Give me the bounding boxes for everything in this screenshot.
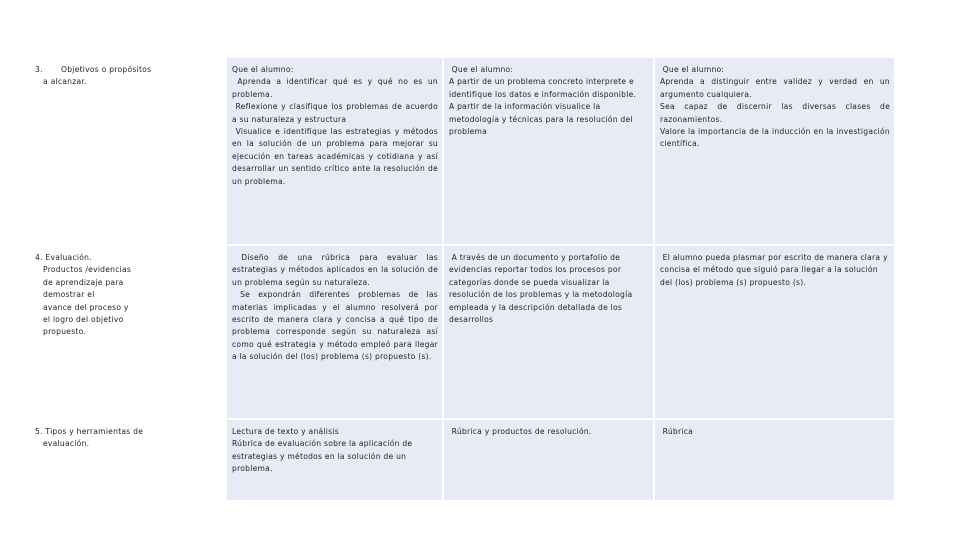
cell-line: Sea capaz de discernir las diversas clases de razonamientos. xyxy=(660,102,893,124)
cell-line: Rúbrica de evaluación sobre la aplicación de estrategias y métodos en la solución de un problema. xyxy=(232,439,415,474)
row-label-evaluation xyxy=(30,246,225,418)
row-label-line: Objetivos o propósitos xyxy=(61,65,152,74)
cell-line: Aprenda a identificar qué es y qué no es un problema. xyxy=(232,77,441,99)
row-label-evaluation-tools xyxy=(30,420,225,500)
cell-line: Rúbrica xyxy=(660,427,694,436)
row-label-line: a alcanzar. xyxy=(43,77,87,87)
cell-line: A partir de un problema concreto interprete e identifique los datos e información disponible. xyxy=(449,77,637,99)
cell-line: Que el alumno: xyxy=(232,65,294,74)
cell-evaluation-col3 xyxy=(655,246,894,418)
cell-objectives-col2 xyxy=(444,58,653,244)
table-row-evaluation-tools xyxy=(30,420,894,500)
cell-tools-col3 xyxy=(655,420,894,500)
row-number: 3. xyxy=(35,65,43,74)
row-label-line: Tipos y herramientas de xyxy=(45,427,144,436)
row-label-line: de aprendizaje para xyxy=(43,277,124,287)
row-label-line: demostrar el xyxy=(43,290,95,300)
row-label-line: Evaluación. xyxy=(45,253,92,262)
course-plan-table xyxy=(28,56,896,502)
cell-line: Que el alumno: xyxy=(449,65,514,74)
cell-line: Reflexione y clasifique los problemas de acuerdo a su naturaleza y estructura xyxy=(232,102,441,124)
cell-line: El alumno pueda plasmar por escrito de manera clara y concisa el método que siguió para llegar a la solución del (los) problema (s) propuesto (s). xyxy=(660,253,891,287)
cell-objectives-col1 xyxy=(227,58,442,244)
row-label-line: el logro del objetivo xyxy=(43,315,124,325)
row-number: 4. xyxy=(35,253,43,262)
row-label-line: propuesto. xyxy=(43,327,87,337)
cell-line: Valore la importancia de la inducción en la investigación científica. xyxy=(660,127,893,149)
cell-objectives-col3 xyxy=(655,58,894,244)
cell-line: A través de un documento y portafolio de evidencias reportar todos los procesos por categorías donde se pueda visualizar la resolución de los problemas y la metodología empleada y la descripción detallada de los desarrollos xyxy=(449,253,636,325)
cell-tools-col2 xyxy=(444,420,653,500)
table-row-evaluation xyxy=(30,246,894,418)
cell-line: Que el alumno: xyxy=(660,65,725,74)
cell-line: Diseño de una rúbrica para evaluar las estrategias y métodos aplicados en la solución de un problema según su naturaleza. xyxy=(232,253,441,287)
cell-evaluation-col2 xyxy=(444,246,653,418)
row-number: 5. xyxy=(35,427,43,436)
row-label-objectives xyxy=(30,58,225,244)
cell-evaluation-col1 xyxy=(227,246,442,418)
cell-line: Se expondrán diferentes problemas de las materias implicadas y el alumno resolverá por escrito de manera clara y concisa a qué tipo de problema corresponde según su naturaleza así como qué estrategia y método empleó para llegar a la solución del (los) problema (s) propuesto (s). xyxy=(232,290,441,362)
cell-line: Visualice e identifique las estrategias y métodos en la solución de un problema para mejorar su ejecución en tareas académicas y cotidiana y así desarrollar un sentido crítico ante la resolución de un problema. xyxy=(232,127,441,186)
row-label-line: evaluación. xyxy=(43,439,90,449)
cell-line: Rúbrica y productos de resolución. xyxy=(449,427,592,436)
cell-tools-col1 xyxy=(227,420,442,500)
row-label-line: avance del proceso y xyxy=(43,302,129,312)
cell-line: Lectura de texto y análisis xyxy=(232,427,339,436)
cell-line: A partir de la información visualice la metodología y técnicas para la resolución del problema xyxy=(449,102,636,137)
table-row-objectives xyxy=(30,58,894,244)
row-label-line: Productos /evidencias xyxy=(43,265,132,275)
cell-line: Aprenda a distinguir entre validez y verdad en un argumento cualquiera. xyxy=(660,77,893,99)
